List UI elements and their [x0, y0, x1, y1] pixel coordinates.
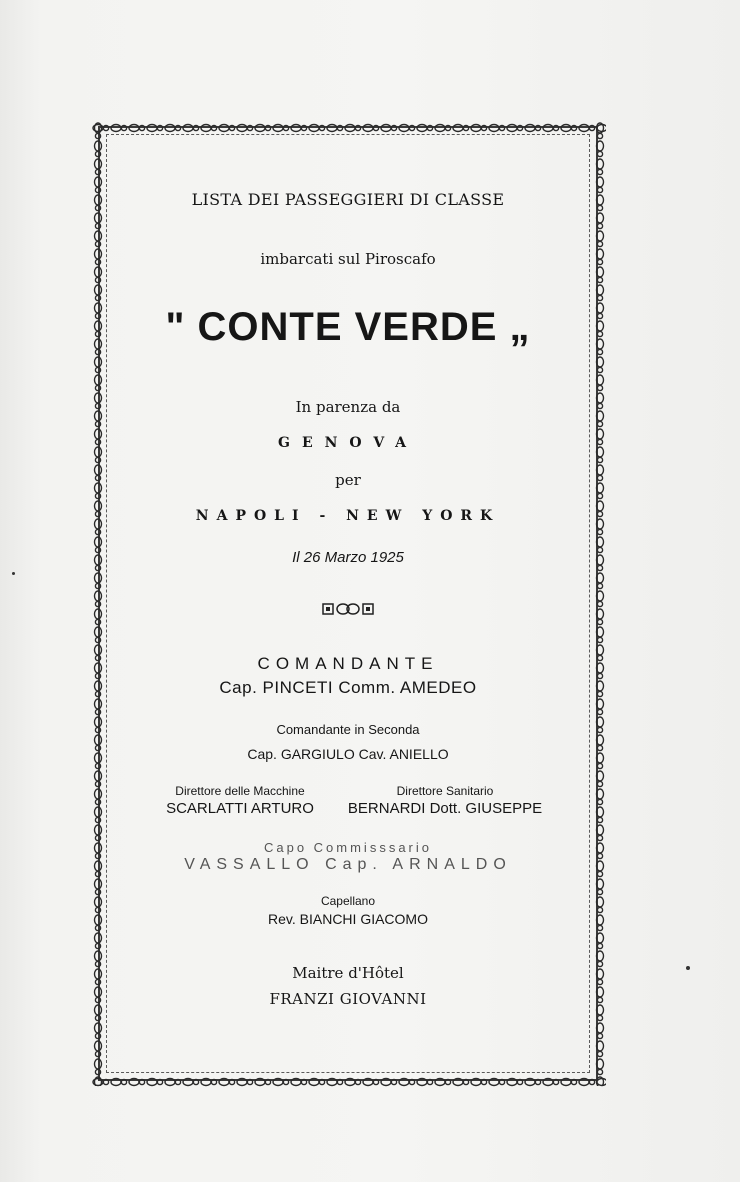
chain-border-top: [92, 122, 606, 134]
origin-city: GENOVA: [277, 435, 418, 451]
commander-name: Cap. PINCETI Comm. AMEDEO: [219, 678, 477, 697]
purser-name: VASSALLO Cap. ARNALDO: [184, 856, 512, 873]
list-title: LISTA DEI PASSEGGIERI DI CLASSE: [191, 190, 505, 209]
paper-speck: [686, 966, 690, 970]
paper-speck: [12, 572, 15, 575]
purser-role: Capo Commisssario: [263, 840, 433, 855]
second-commander-role: Comandante in Seconda: [276, 722, 420, 737]
route: NAPOLI - NEW YORK: [195, 508, 501, 524]
medical-director-name: BERNARDI Dott. GIUSEPPE: [347, 800, 543, 817]
chief-engineer-name: SCARLATTI ARTURO: [166, 800, 314, 817]
maitre-name: FRANZI GIOVANNI: [269, 990, 427, 1008]
ornament-icon: [322, 602, 374, 616]
subtitle: imbarcati sul Piroscafo: [260, 250, 436, 268]
departure-label: In parenza da: [295, 398, 401, 416]
maitre-role: Maitre d'Hôtel: [292, 964, 404, 982]
chain-border-bottom: [92, 1076, 606, 1088]
commander-role: COMANDANTE: [257, 654, 439, 673]
medical-director-role: Direttore Sanitario: [396, 784, 494, 798]
chief-engineer-role: Direttore delle Macchine: [175, 784, 305, 798]
per-label: per: [335, 471, 361, 489]
second-commander-name: Cap. GARGIULO Cav. ANIELLO: [247, 746, 449, 762]
chaplain-name: Rev. BIANCHI GIACOMO: [268, 911, 428, 927]
voyage-date: Il 26 Marzo 1925: [292, 549, 404, 566]
ship-name: " CONTE VERDE „: [165, 305, 531, 349]
chaplain-role: Capellano: [320, 894, 376, 908]
